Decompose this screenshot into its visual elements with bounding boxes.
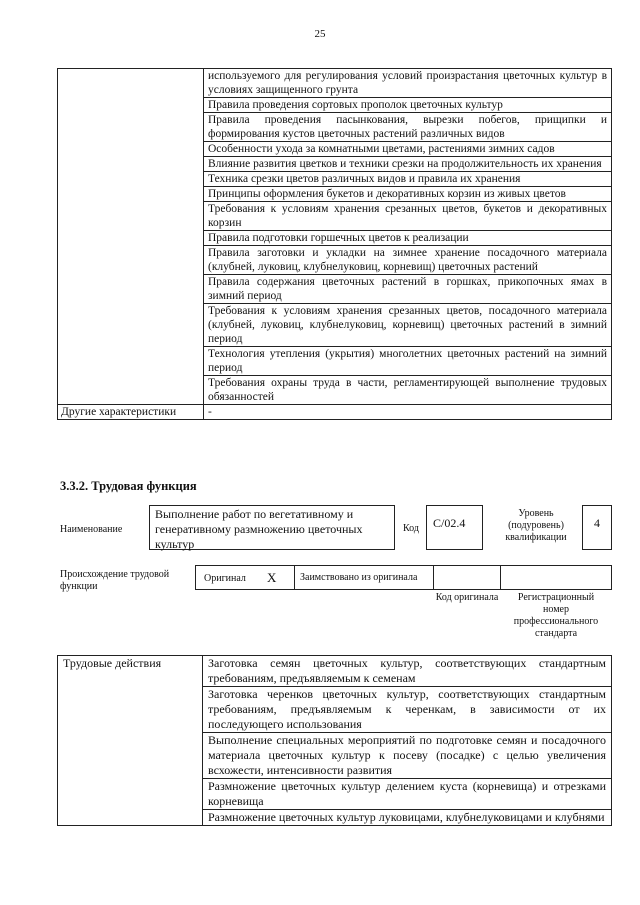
knowledge-item: Правила заготовки и укладки на зимнее хранение посадочного материала (клубней, луковиц, клубнелуковиц, корневищ) цветочных растений [204,246,612,275]
labor-action-item: Заготовка семян цветочных культур, соответствующих стандартным требованиям, предъявляемым к семенам [203,656,612,687]
other-characteristics-label: Другие характеристики [58,405,204,420]
registration-number-cell [500,565,612,590]
labor-actions-label: Трудовые действия [58,656,203,826]
labor-action-item: Размножение цветочных культур луковицами, клубнелуковицами и клубнями [203,810,612,826]
knowledge-item: Правила проведения пасынкования, вырезки побегов, прищипки и формирования кустов цветочных растений различных видов [204,113,612,142]
labor-actions-table [57,655,612,826]
borrowed-cell [294,565,434,590]
original-mark: X [267,570,277,585]
table-row [58,405,612,420]
knowledge-label-cell [58,69,204,405]
registration-number-caption: Регистрационный номер профессионального стандарта [513,592,599,639]
original-code-caption: Код оригинала [435,592,499,603]
labor-action-item: Выполнение специальных мероприятий по подготовке семян и посадочного материала цветочных культур к посеву (посадке) с целью увеличения всхожести, интенсивности развития [203,733,612,779]
origin-label: Происхождение трудовой функции [60,569,170,592]
labor-action-item: Размножение цветочных культур делением куста (корневища) и отрезками корневища [203,779,612,810]
knowledge-item: Требования к условиям хранения срезанных цветов, посадочного материала (клубней, луковиц, клубнелуковиц, корневищ) цветочных растений в зимний период [204,304,612,347]
knowledge-item: Правила проведения сортовых прополок цветочных культур [204,98,612,113]
page-number: 25 [314,28,326,40]
original-code-cell [433,565,501,590]
function-name-box: Выполнение работ по вегетативному и генеративному размножению цветочных культур [149,505,395,550]
table-row [58,656,612,687]
level-label: Уровень (подуровень) квалификации [505,508,567,543]
other-characteristics-value: - [204,405,612,420]
name-label: Наименование [60,524,123,535]
knowledge-item: Правила содержания цветочных растений в горшках, прикопочных ямах в зимний период [204,275,612,304]
knowledge-item: Правила подготовки горшечных цветов к реализации [204,231,612,246]
knowledge-table [57,68,612,420]
labor-action-item: Заготовка черенков цветочных культур, соответствующих стандартным требованиям, предъявляемым к черенкам, в зависимости от их последующего использования [203,687,612,733]
knowledge-item: Влияние развития цветков и техники срезки на продолжительность их хранения [204,157,612,172]
knowledge-item: используемого для регулирования условий произрастания цветочных культур в условиях защищенного грунта [204,69,612,98]
code-label: Код [403,523,419,534]
function-code-box: C/02.4 [426,505,483,550]
knowledge-item: Особенности ухода за комнатными цветами, растениями зимних садов [204,142,612,157]
knowledge-item: Принципы оформления букетов и декоративных корзин из живых цветов [204,187,612,202]
table-row [58,69,612,98]
knowledge-item: Требования к условиям хранения срезанных цветов, букетов и декоративных корзин [204,202,612,231]
borrowed-label: Заимствовано из оригинала [300,572,418,583]
knowledge-item: Техника срезки цветов различных видов и правила их хранения [204,172,612,187]
level-value-box: 4 [582,505,612,550]
knowledge-item: Требования охраны труда в части, регламентирующей выполнение трудовых обязанностей [204,376,612,405]
section-title: 3.3.2. Трудовая функция [60,479,197,493]
original-label: Оригинал [204,573,246,584]
knowledge-item: Технология утепления (укрытия) многолетних цветочных растений на зимний период [204,347,612,376]
